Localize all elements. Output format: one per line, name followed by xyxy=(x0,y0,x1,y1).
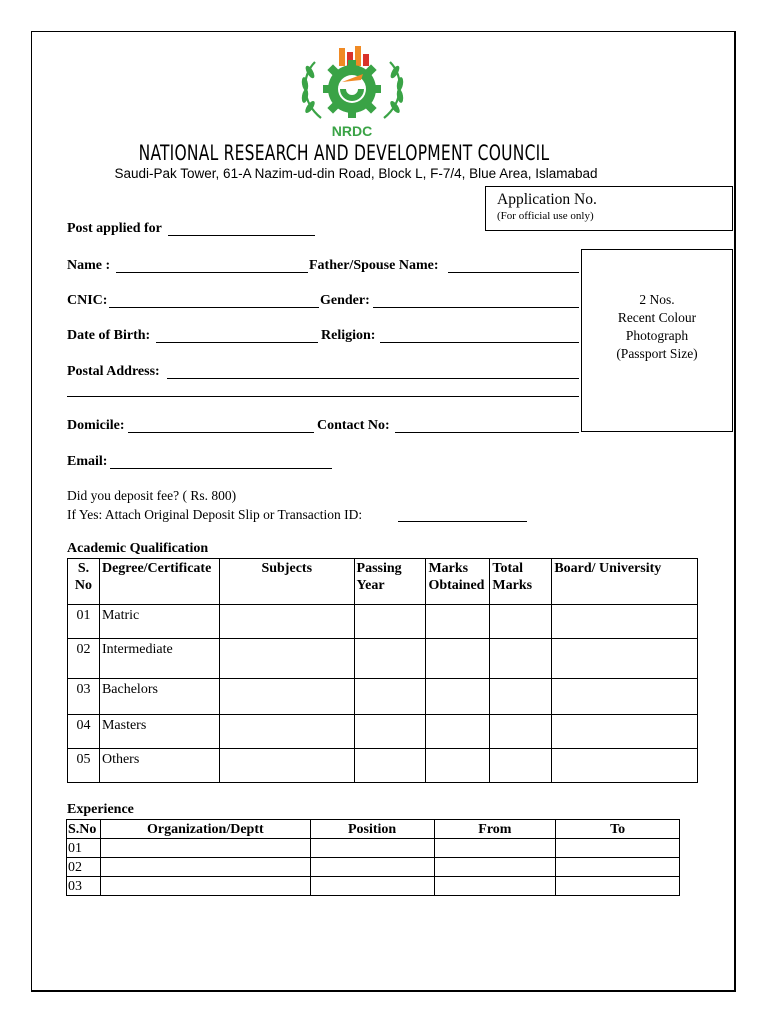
exp-to[interactable] xyxy=(556,877,680,896)
row-subjects[interactable] xyxy=(219,679,354,715)
row-passing-year[interactable] xyxy=(354,679,426,715)
father-spouse-label: Father/Spouse Name: xyxy=(309,258,439,273)
col-degree: Degree/Certificate xyxy=(99,559,219,605)
row-degree: Masters xyxy=(99,715,219,749)
exp-from[interactable] xyxy=(434,839,556,858)
father-spouse-field[interactable] xyxy=(448,272,579,273)
postal-address-label: Postal Address: xyxy=(67,364,160,379)
table-row xyxy=(68,605,698,639)
exp-position[interactable] xyxy=(310,839,434,858)
photo-label: Photograph xyxy=(625,328,689,343)
col-sno: S. No xyxy=(68,559,100,605)
exp-position[interactable] xyxy=(310,877,434,896)
row-marks[interactable] xyxy=(426,749,490,783)
nrdc-logo xyxy=(295,44,410,139)
row-passing-year[interactable] xyxy=(354,605,426,639)
table-row xyxy=(68,679,698,715)
row-sno: 03 xyxy=(68,679,100,715)
row-subjects[interactable] xyxy=(219,639,354,679)
experience-heading: Experience xyxy=(67,802,134,817)
row-total[interactable] xyxy=(490,639,552,679)
dob-label: Date of Birth: xyxy=(67,328,151,343)
fee-question: Did you deposit fee? ( Rs. 800) xyxy=(67,488,237,503)
table-row xyxy=(68,639,698,679)
domicile-field[interactable] xyxy=(128,432,314,433)
row-total[interactable] xyxy=(490,605,552,639)
council-title: NATIONAL RESEARCH AND DEVELOPMENT COUNCIL xyxy=(138,141,550,165)
row-marks[interactable] xyxy=(426,639,490,679)
name-field[interactable] xyxy=(116,272,308,273)
exp-position[interactable] xyxy=(310,858,434,877)
row-degree: Bachelors xyxy=(99,679,219,715)
row-sno: 02 xyxy=(68,639,100,679)
academic-heading: Academic Qualification xyxy=(67,541,209,556)
academic-table xyxy=(67,558,698,783)
row-board[interactable] xyxy=(552,639,698,679)
email-label: Email: xyxy=(67,454,108,469)
row-board[interactable] xyxy=(552,749,698,783)
post-applied-label: Post applied for xyxy=(67,221,162,236)
row-subjects[interactable] xyxy=(219,715,354,749)
col-board: Board/ University xyxy=(552,559,698,605)
cnic-field[interactable] xyxy=(109,307,319,308)
application-number-box xyxy=(485,186,733,231)
col-organization: Organization/Deptt xyxy=(100,820,310,839)
postal-address-field[interactable] xyxy=(167,378,579,379)
photo-count: 2 Nos. xyxy=(639,292,675,307)
row-marks[interactable] xyxy=(426,679,490,715)
exp-organization[interactable] xyxy=(100,877,310,896)
exp-row-sno: 01 xyxy=(67,839,101,858)
cnic-label: CNIC: xyxy=(67,293,108,308)
table-row xyxy=(68,749,698,783)
col-exp-sno: S.No xyxy=(67,820,101,839)
application-number-note: (For official use only) xyxy=(497,210,594,222)
transaction-id-field[interactable] xyxy=(398,521,527,522)
row-sno: 01 xyxy=(68,605,100,639)
religion-label: Religion: xyxy=(321,328,376,343)
exp-organization[interactable] xyxy=(100,839,310,858)
row-sno: 05 xyxy=(68,749,100,783)
exp-row-sno: 02 xyxy=(67,858,101,877)
row-degree: Intermediate xyxy=(99,639,219,679)
svg-text:NRDC: NRDC xyxy=(331,123,373,139)
col-passing-year: Passing Year xyxy=(354,559,426,605)
row-total[interactable] xyxy=(490,679,552,715)
row-board[interactable] xyxy=(552,679,698,715)
domicile-label: Domicile: xyxy=(67,418,125,433)
row-total[interactable] xyxy=(490,715,552,749)
row-board[interactable] xyxy=(552,715,698,749)
exp-from[interactable] xyxy=(434,877,556,896)
fee-instruction: If Yes: Attach Original Deposit Slip or Transaction ID: xyxy=(67,507,363,522)
gender-field[interactable] xyxy=(373,307,579,308)
exp-organization[interactable] xyxy=(100,858,310,877)
experience-table xyxy=(66,819,680,896)
row-degree: Matric xyxy=(99,605,219,639)
contact-label: Contact No: xyxy=(317,418,390,433)
row-passing-year[interactable] xyxy=(354,749,426,783)
photo-size: (Passport Size) xyxy=(616,346,698,361)
religion-field[interactable] xyxy=(380,342,579,343)
experience-header-row xyxy=(67,820,680,839)
gender-label: Gender: xyxy=(320,293,370,308)
row-passing-year[interactable] xyxy=(354,715,426,749)
council-address: Saudi-Pak Tower, 61-A Nazim-ud-din Road, Block L, F-7/4, Blue Area, Islamabad xyxy=(114,166,598,181)
row-subjects[interactable] xyxy=(219,605,354,639)
email-field[interactable] xyxy=(110,468,332,469)
exp-to[interactable] xyxy=(556,839,680,858)
post-applied-field[interactable] xyxy=(168,235,315,236)
exp-row-sno: 03 xyxy=(67,877,101,896)
col-marks-obtained: Marks Obtained xyxy=(426,559,490,605)
table-row xyxy=(67,858,680,877)
row-total[interactable] xyxy=(490,749,552,783)
exp-from[interactable] xyxy=(434,858,556,877)
row-sno: 04 xyxy=(68,715,100,749)
photo-type: Recent Colour xyxy=(617,310,697,325)
academic-header-row xyxy=(68,559,698,605)
exp-to[interactable] xyxy=(556,858,680,877)
table-row xyxy=(68,715,698,749)
col-from: From xyxy=(434,820,556,839)
col-to: To xyxy=(556,820,680,839)
table-row xyxy=(67,839,680,858)
table-row xyxy=(67,877,680,896)
row-marks[interactable] xyxy=(426,605,490,639)
row-marks[interactable] xyxy=(426,715,490,749)
photograph-box xyxy=(581,249,733,432)
dob-field[interactable] xyxy=(156,342,318,343)
postal-address-field-line2[interactable] xyxy=(67,396,579,397)
row-subjects[interactable] xyxy=(219,749,354,783)
row-passing-year[interactable] xyxy=(354,639,426,679)
row-degree: Others xyxy=(99,749,219,783)
col-total-marks: Total Marks xyxy=(490,559,552,605)
contact-field[interactable] xyxy=(395,432,579,433)
name-label: Name : xyxy=(67,258,111,273)
application-number-title: Application No. xyxy=(497,191,597,208)
col-subjects: Subjects xyxy=(219,559,354,605)
col-position: Position xyxy=(310,820,434,839)
row-board[interactable] xyxy=(552,605,698,639)
